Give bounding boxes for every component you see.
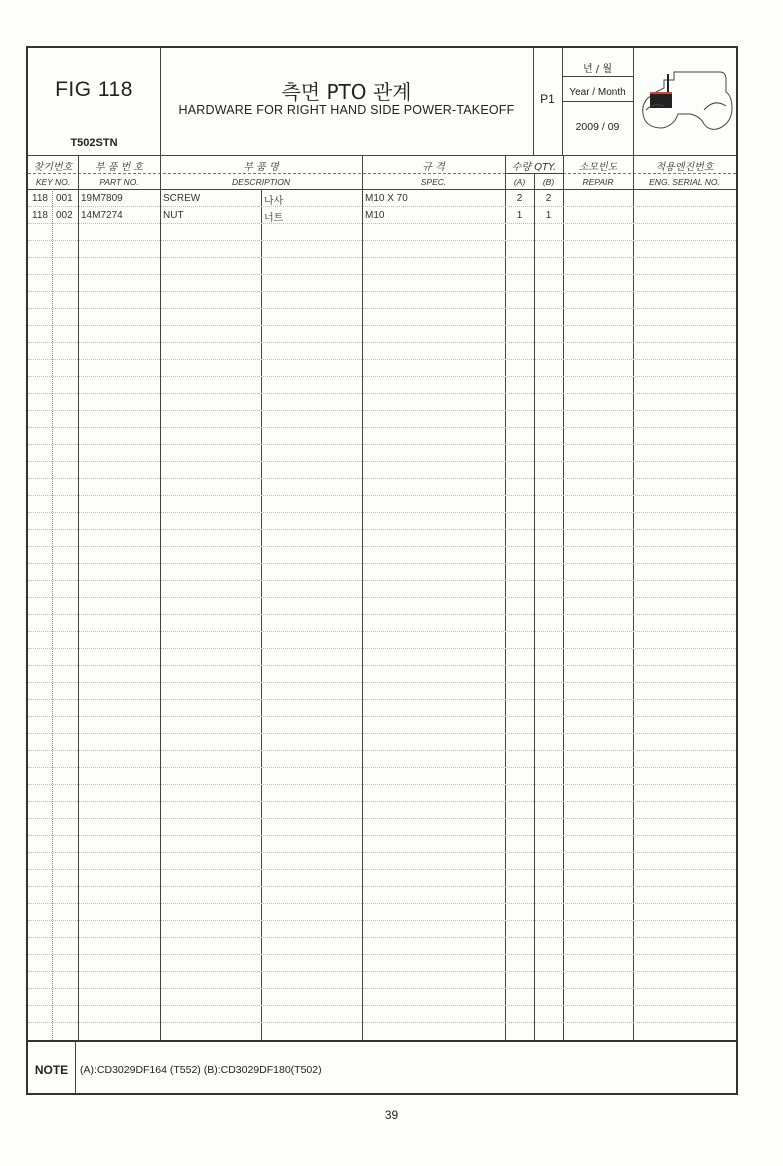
page-number: 39	[384, 1108, 399, 1122]
part-header: PART NO.	[99, 177, 139, 187]
eng-header-korean: 적용엔진번호	[655, 162, 714, 173]
table-rule	[28, 750, 736, 751]
table-rule	[28, 801, 736, 802]
table-rule	[28, 206, 736, 207]
table-rule	[28, 495, 736, 496]
year-month-value: 2009 / 09	[575, 121, 620, 133]
spec-header-korean: 규 격	[422, 162, 445, 173]
repair-header: REPAIR	[582, 177, 614, 187]
table-rule	[28, 274, 736, 275]
row2-desc-en: NUT	[163, 210, 184, 221]
row1-key-group: 118	[32, 193, 48, 204]
table-rule	[28, 240, 736, 241]
table-rule	[28, 954, 736, 955]
year-month-label-korean: 년 / 월	[582, 64, 613, 75]
year-month-label: Year / Month	[569, 87, 626, 98]
key-header: KEY NO.	[35, 177, 71, 187]
table-rule	[28, 291, 736, 292]
desc-header-korean: 부 품 명	[243, 162, 279, 173]
row2-key-group: 118	[32, 210, 48, 221]
table-rule	[28, 546, 736, 547]
qty-a-header: (A)	[513, 177, 526, 187]
table-rule	[28, 852, 736, 853]
note-label: NOTE	[34, 1063, 69, 1077]
table-rule	[28, 920, 736, 921]
table-rule	[28, 648, 736, 649]
row1-desc-ko: 나사	[264, 196, 284, 207]
title-english: HARDWARE FOR RIGHT HAND SIDE POWER-TAKEOFF	[178, 103, 515, 117]
row2-qty-b: 1	[545, 210, 552, 221]
table-rule	[28, 835, 736, 836]
part-header-korean: 부 품 번 호	[94, 162, 144, 173]
desc-header: DESCRIPTION	[231, 177, 291, 187]
table-rule	[28, 784, 736, 785]
table-rule	[28, 478, 736, 479]
table-rule	[28, 716, 736, 717]
title-korean: 측면 PTO 관계	[281, 80, 412, 104]
row2-key-item: 002	[56, 210, 73, 221]
table-rule	[28, 223, 736, 224]
table-rule	[28, 699, 736, 700]
row1-qty-a: 2	[516, 193, 523, 204]
tractor-icon	[634, 62, 734, 142]
table-rule	[28, 1022, 736, 1023]
figure-number: FIG 118	[55, 78, 133, 101]
table-rule	[28, 597, 736, 598]
qty-header: 수량 QTY.	[511, 162, 557, 173]
table-rule	[28, 988, 736, 989]
table-rule	[28, 580, 736, 581]
table-rule	[28, 410, 736, 411]
table-rule	[28, 529, 736, 530]
table-rule	[28, 393, 736, 394]
table-rule	[28, 631, 736, 632]
row2-desc-ko: 너트	[264, 213, 284, 224]
table-rule	[28, 682, 736, 683]
row1-part-no: 19M7809	[81, 193, 123, 204]
qty-b-header: (B)	[542, 177, 555, 187]
row1-qty-b: 2	[545, 193, 552, 204]
row1-desc-en: SCREW	[163, 193, 201, 204]
eng-header: ENG. SERIAL NO.	[649, 177, 720, 187]
key-header-korean: 찾기번호	[33, 162, 73, 173]
table-rule	[28, 342, 736, 343]
note-text: (A):CD3029DF164 (T552) (B):CD3029DF180(T502)	[80, 1064, 322, 1076]
repair-header-korean: 소모빈도	[578, 162, 618, 173]
spec-header: SPEC.	[420, 177, 447, 187]
row1-key-item: 001	[56, 193, 73, 204]
table-rule	[28, 614, 736, 615]
parts-sheet	[26, 46, 738, 1095]
table-rule	[28, 512, 736, 513]
row2-qty-a: 1	[516, 210, 523, 221]
table-rule	[28, 733, 736, 734]
table-rule	[28, 444, 736, 445]
table-rule	[28, 818, 736, 819]
row2-part-no: 14M7274	[81, 210, 123, 221]
table-rule	[28, 427, 736, 428]
table-rule	[28, 376, 736, 377]
row2-spec: M10	[365, 210, 385, 221]
table-rule	[28, 461, 736, 462]
table-rule	[28, 903, 736, 904]
model-name: T502STN	[70, 137, 118, 149]
table-rule	[28, 257, 736, 258]
table-rule	[28, 937, 736, 938]
table-rule	[28, 359, 736, 360]
table-rule	[28, 1005, 736, 1006]
row1-spec: M10 X 70	[365, 193, 408, 204]
table-rule	[28, 767, 736, 768]
table-rule	[28, 665, 736, 666]
table-rule	[28, 869, 736, 870]
table-rule	[28, 971, 736, 972]
table-rule	[28, 886, 736, 887]
page-code: P1	[540, 92, 555, 106]
table-rule	[28, 325, 736, 326]
table-rule	[28, 563, 736, 564]
table-rule	[28, 308, 736, 309]
